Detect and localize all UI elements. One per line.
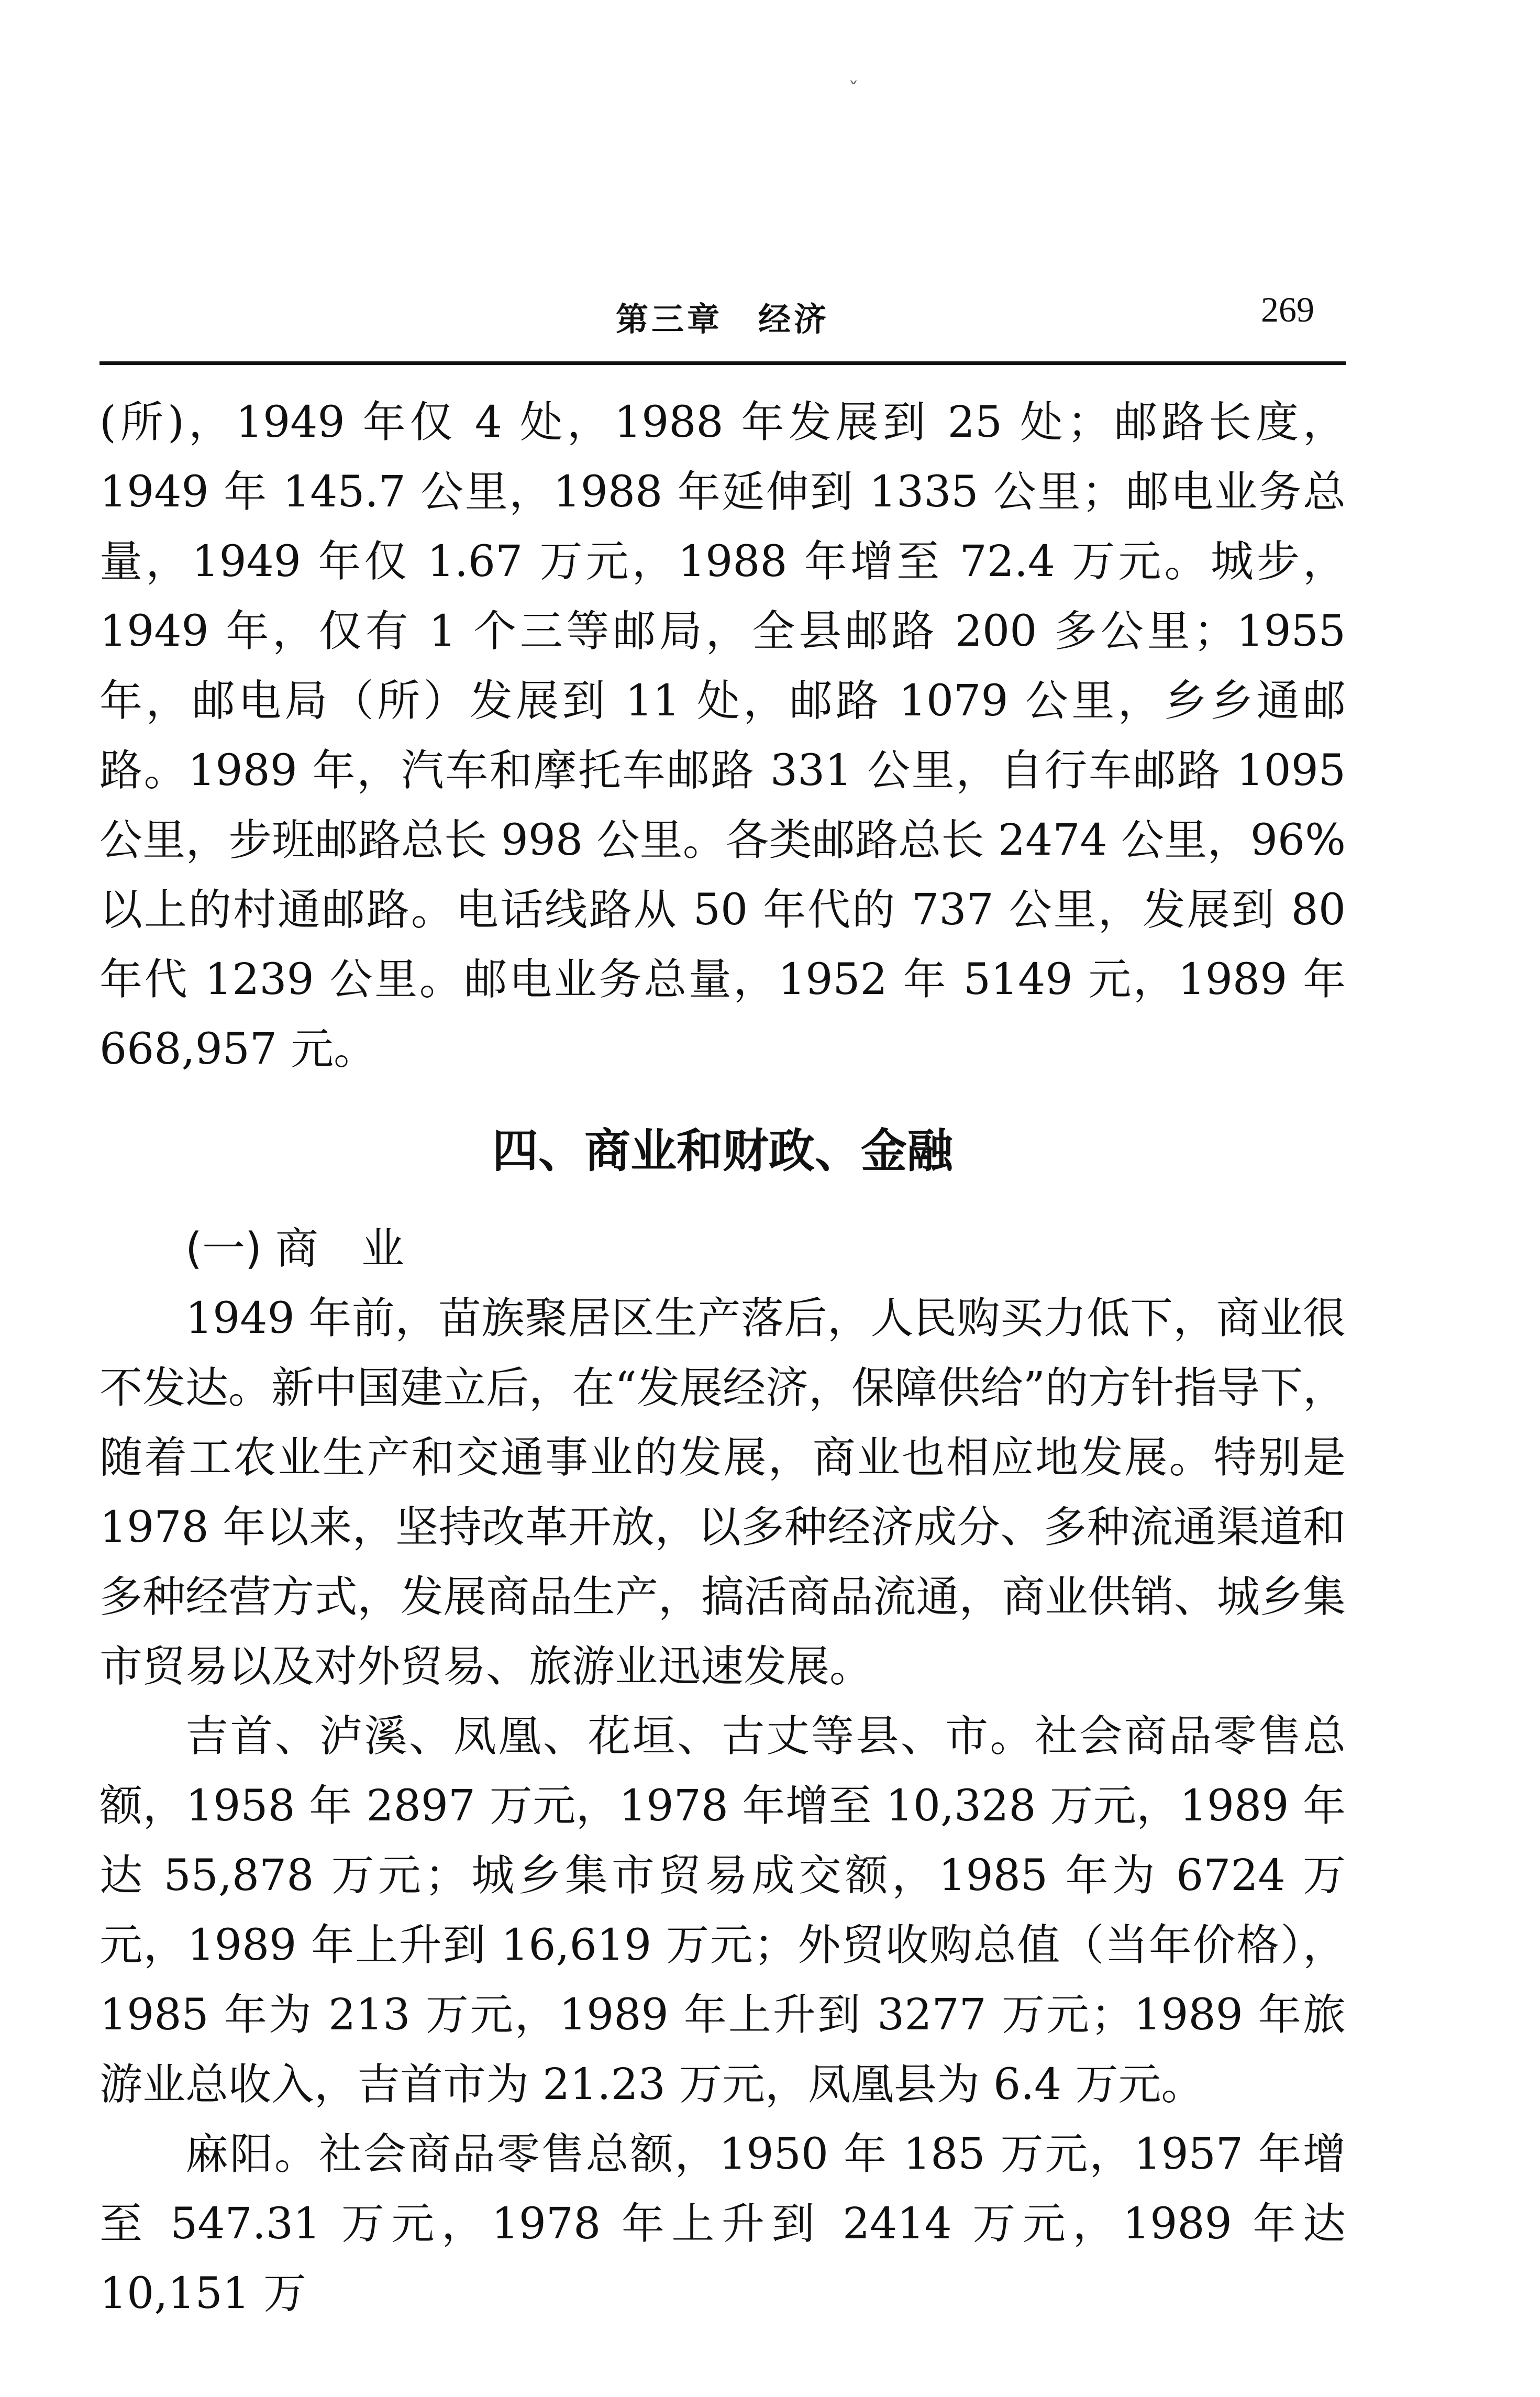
paragraph-jishou-counties: 吉首、泸溪、凤凰、花垣、古丈等县、市。社会商品零售总额，1958 年 2897 万元，1978 年增至 10,328 万元，1989 年达 55,878 万元；城乡集市贸易成交额，1985 年为 6724 万元，1989 年上升到 16,619 万元；外贸收购总值（当年价格），1985 年为 213 万元，1989 年上升到 3277 万元；1989 年旅游业总收入，吉首市为 21.23 万元，凤凰县为 6.4 万元。 [99,1711,1346,2109]
scan-speck: ˇ [848,79,859,103]
paragraph-mayang: 麻阳。社会商品零售总额，1950 年 185 万元，1957 年增至 547.31 万元，1978 年上升到 2414 万元，1989 年达 10,151 万 [99,2129,1346,2318]
page-header [99,290,1346,361]
paragraph-postal-service: (所)，1949 年仅 4 处，1988 年发展到 25 处；邮路长度，1949 年 145.7 公里，1988 年延伸到 1335 公里；邮电业务总量，1949 年仅 1.67 万元，1988 年增至 72.4 万元。城步，1949 年，仅有 1 个三等邮局，全县邮路 200 多公里；1955 年，邮电局（所）发展到 11 处，邮路 1079 公里，乡乡通邮路。1989 年，汽车和摩托车邮路 331 公里，自行车邮路 1095 公里，步班邮路总长 998 公里。各类邮路总长 2474 公里，96%以上的村通邮路。电话线路从 50 年代的 737 公里，发展到 80 年代 1239 公里。邮电业务总量，1952 年 5149 元，1989 年 668,957 元。 [99,397,1346,1074]
page-number: 269 [1261,290,1314,329]
paragraph-commerce-intro: 1949 年前，苗族聚居区生产落后，人民购买力低下，商业很不发达。新中国建立后，在“发展经济，保障供给”的方针指导下，随着工农业生产和交通事业的发展，商业也相应地发展。特别是 1978 年以来，坚持改革开放，以多种经济成分、多种流通渠道和多种经营方式，发展商品生产，搞活商品流通，商业供销、城乡集市贸易以及对外贸易、旅游业迅速发展。 [99,1294,1346,1692]
subsection-heading: (一) 商 业 [185,1224,405,1274]
chapter-title: 第三章 经济 [615,300,829,338]
header-rule [99,361,1346,365]
section-heading: 四、商业和财政、金融 [492,1124,953,1178]
body-text [99,388,1346,2328]
